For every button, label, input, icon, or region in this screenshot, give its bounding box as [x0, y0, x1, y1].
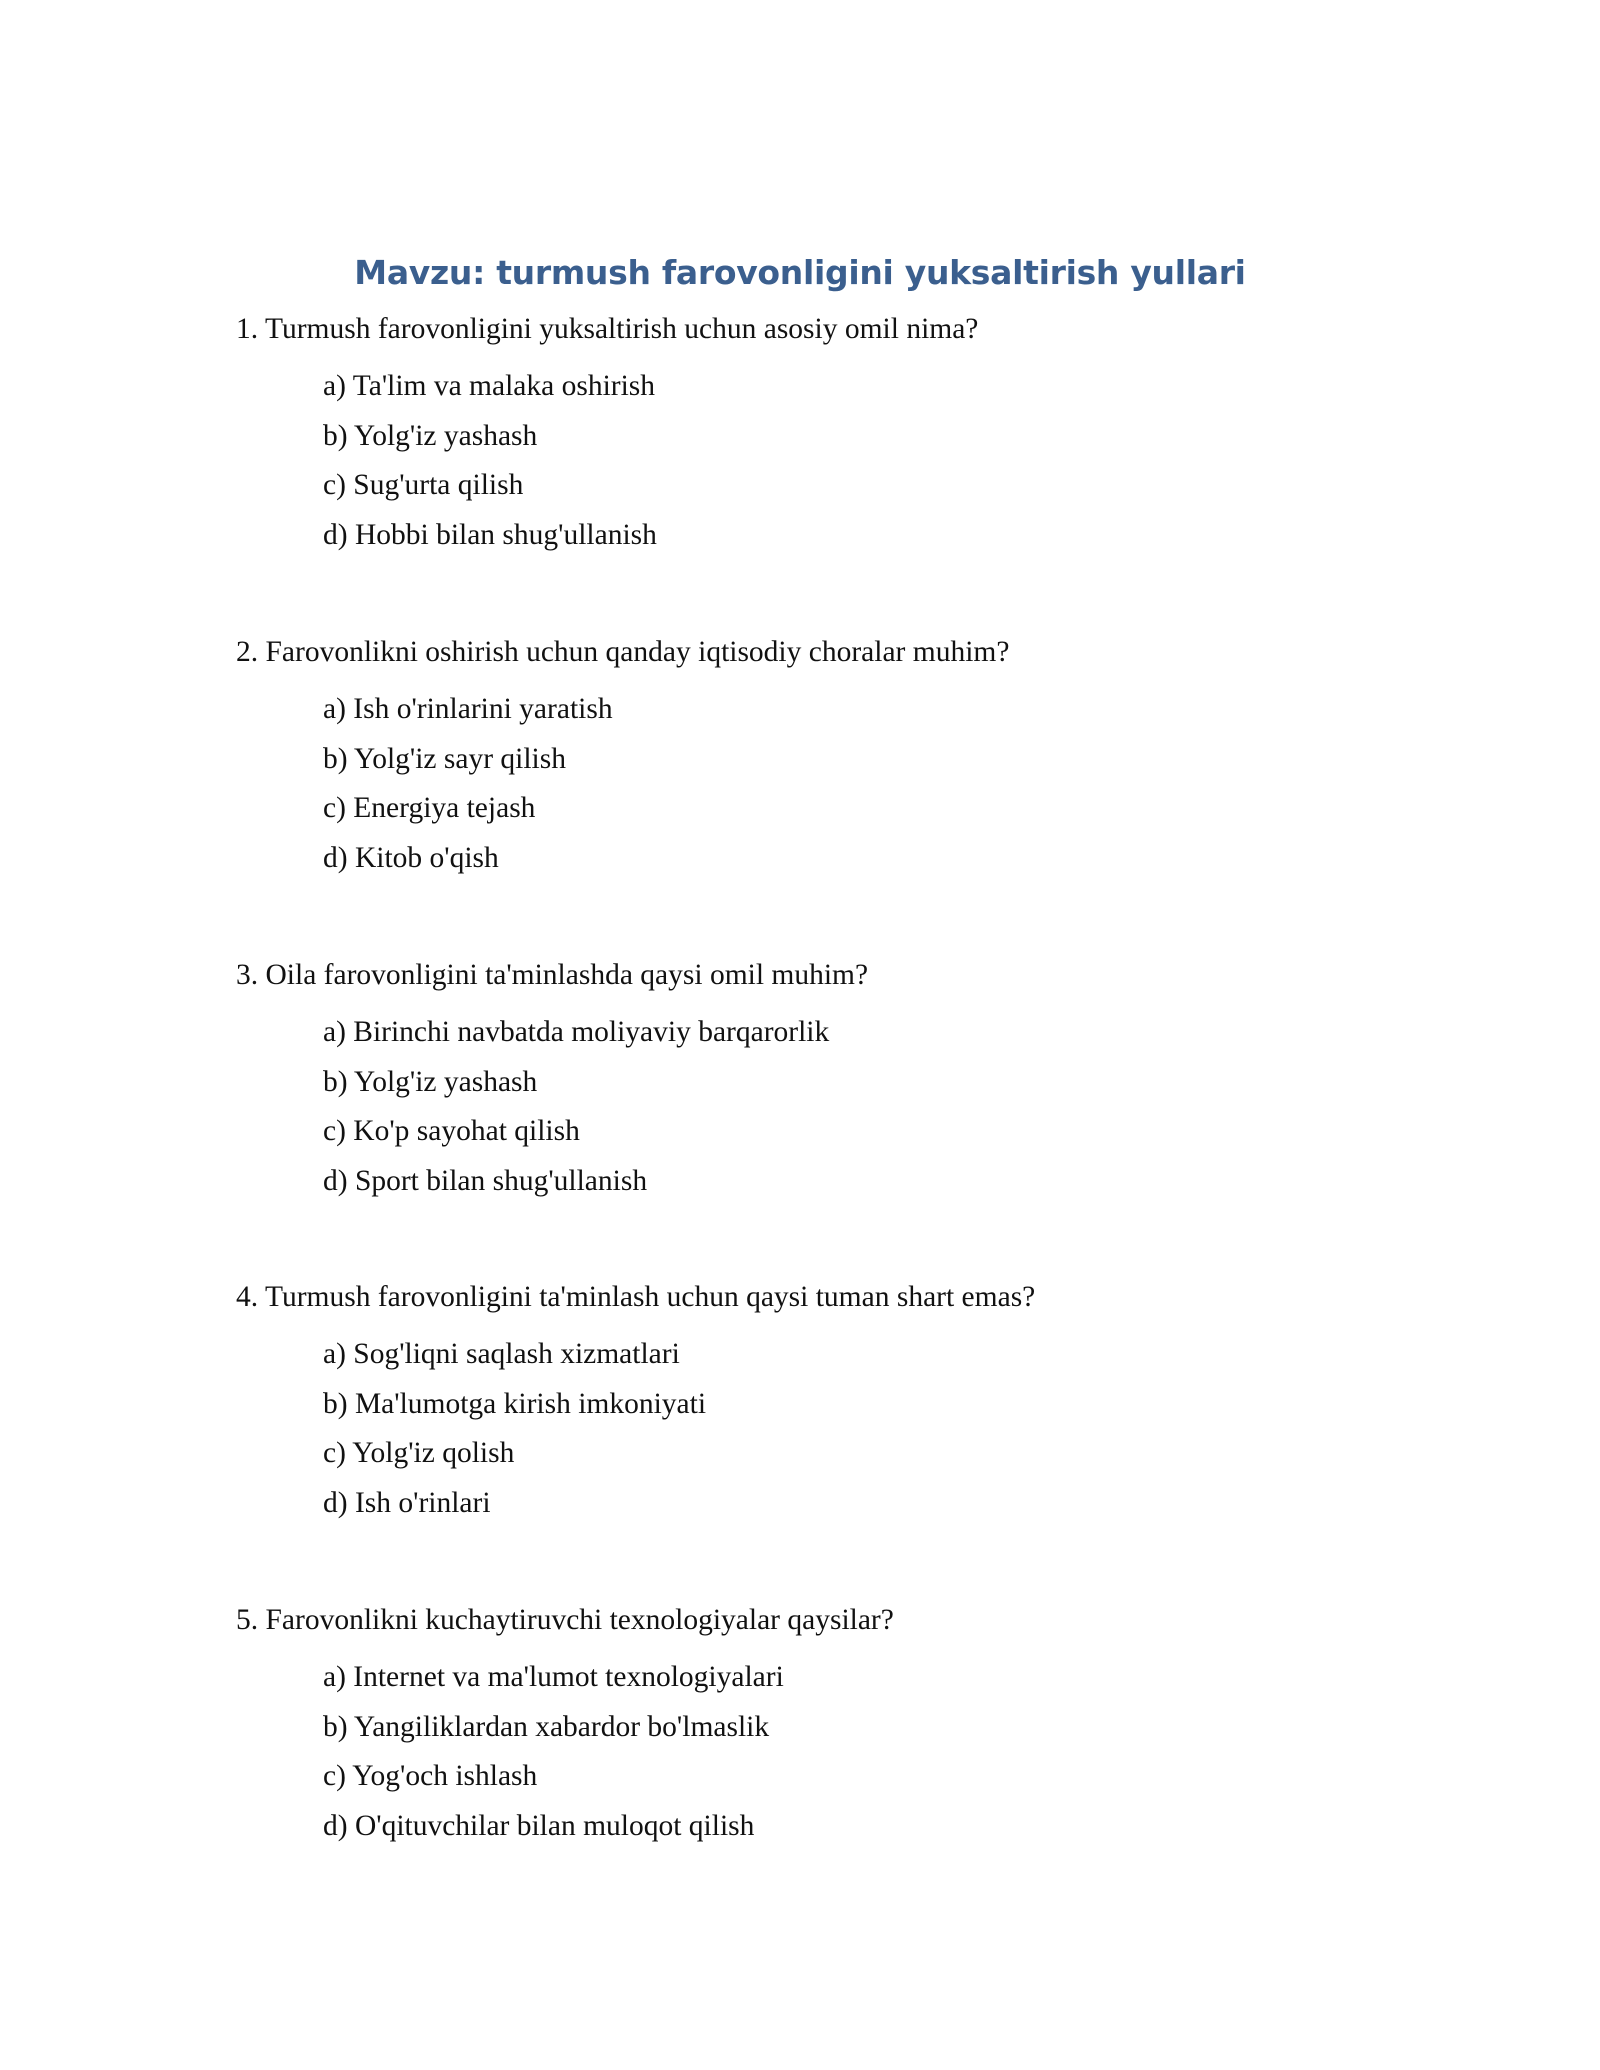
answer-option-d: d) Sport bilan shug'ullanish [323, 1164, 648, 1197]
answer-options [323, 1657, 1436, 1855]
answer-option-b: b) Yolg'iz yashash [323, 419, 538, 452]
question-2 [236, 632, 1436, 887]
question-text: 4. Turmush farovonligini ta'minlash uchun qaysi tuman shart emas? [236, 1281, 1036, 1313]
answer-option-a: a) Birinchi navbatda moliyaviy barqarorlik [323, 1016, 830, 1048]
answer-option-b: b) Ma'lumotga kirish imkoniyati [323, 1387, 707, 1420]
question-text: 5. Farovonlikni kuchaytiruvchi texnologiyalar qaysilar? [236, 1604, 894, 1636]
answer-option-b: b) Yangiliklardan xabardor bo'lmaslik [323, 1710, 770, 1743]
question-text: 3. Oila farovonligini ta'minlashda qaysi omil muhim? [236, 959, 869, 991]
question-3 [236, 955, 1436, 1210]
answer-option-b: b) Yolg'iz sayr qilish [323, 742, 566, 775]
answer-option-b: b) Yolg'iz yashash [323, 1065, 538, 1098]
question-5 [236, 1600, 1436, 1855]
answer-options [323, 689, 1436, 887]
answer-option-c: c) Yolg'iz qolish [323, 1437, 515, 1469]
question-1 [236, 309, 1436, 564]
question-text: 1. Turmush farovonligini yuksaltirish uchun asosiy omil nima? [236, 313, 979, 345]
answer-option-a: a) Ta'lim va malaka oshirish [323, 370, 656, 402]
answer-option-c: c) Sug'urta qilish [323, 469, 524, 501]
answer-option-a: a) Sog'liqni saqlash xizmatlari [323, 1338, 680, 1370]
answer-option-d: d) Hobbi bilan shug'ullanish [323, 518, 657, 551]
answer-option-a: a) Internet va ma'lumot texnologiyalari [323, 1661, 784, 1693]
document-title: Mavzu: turmush farovonligini yuksaltirish yullari [354, 253, 1246, 292]
answer-option-d: d) Kitob o'qish [323, 841, 499, 874]
answer-options [323, 1334, 1436, 1532]
answer-option-d: d) Ish o'rinlari [323, 1486, 491, 1519]
question-text: 2. Farovonlikni oshirish uchun qanday iqtisodiy choralar muhim? [236, 636, 1010, 668]
answer-option-c: c) Yog'och ishlash [323, 1760, 538, 1792]
answer-option-d: d) O'qituvchilar bilan muloqot qilish [323, 1809, 755, 1842]
answer-option-c: c) Ko'p sayohat qilish [323, 1115, 580, 1147]
answer-option-c: c) Energiya tejash [323, 792, 536, 824]
answer-options [323, 366, 1436, 564]
answer-option-a: a) Ish o'rinlarini yaratish [323, 693, 613, 725]
answer-options [323, 1012, 1436, 1210]
question-4 [236, 1277, 1436, 1532]
